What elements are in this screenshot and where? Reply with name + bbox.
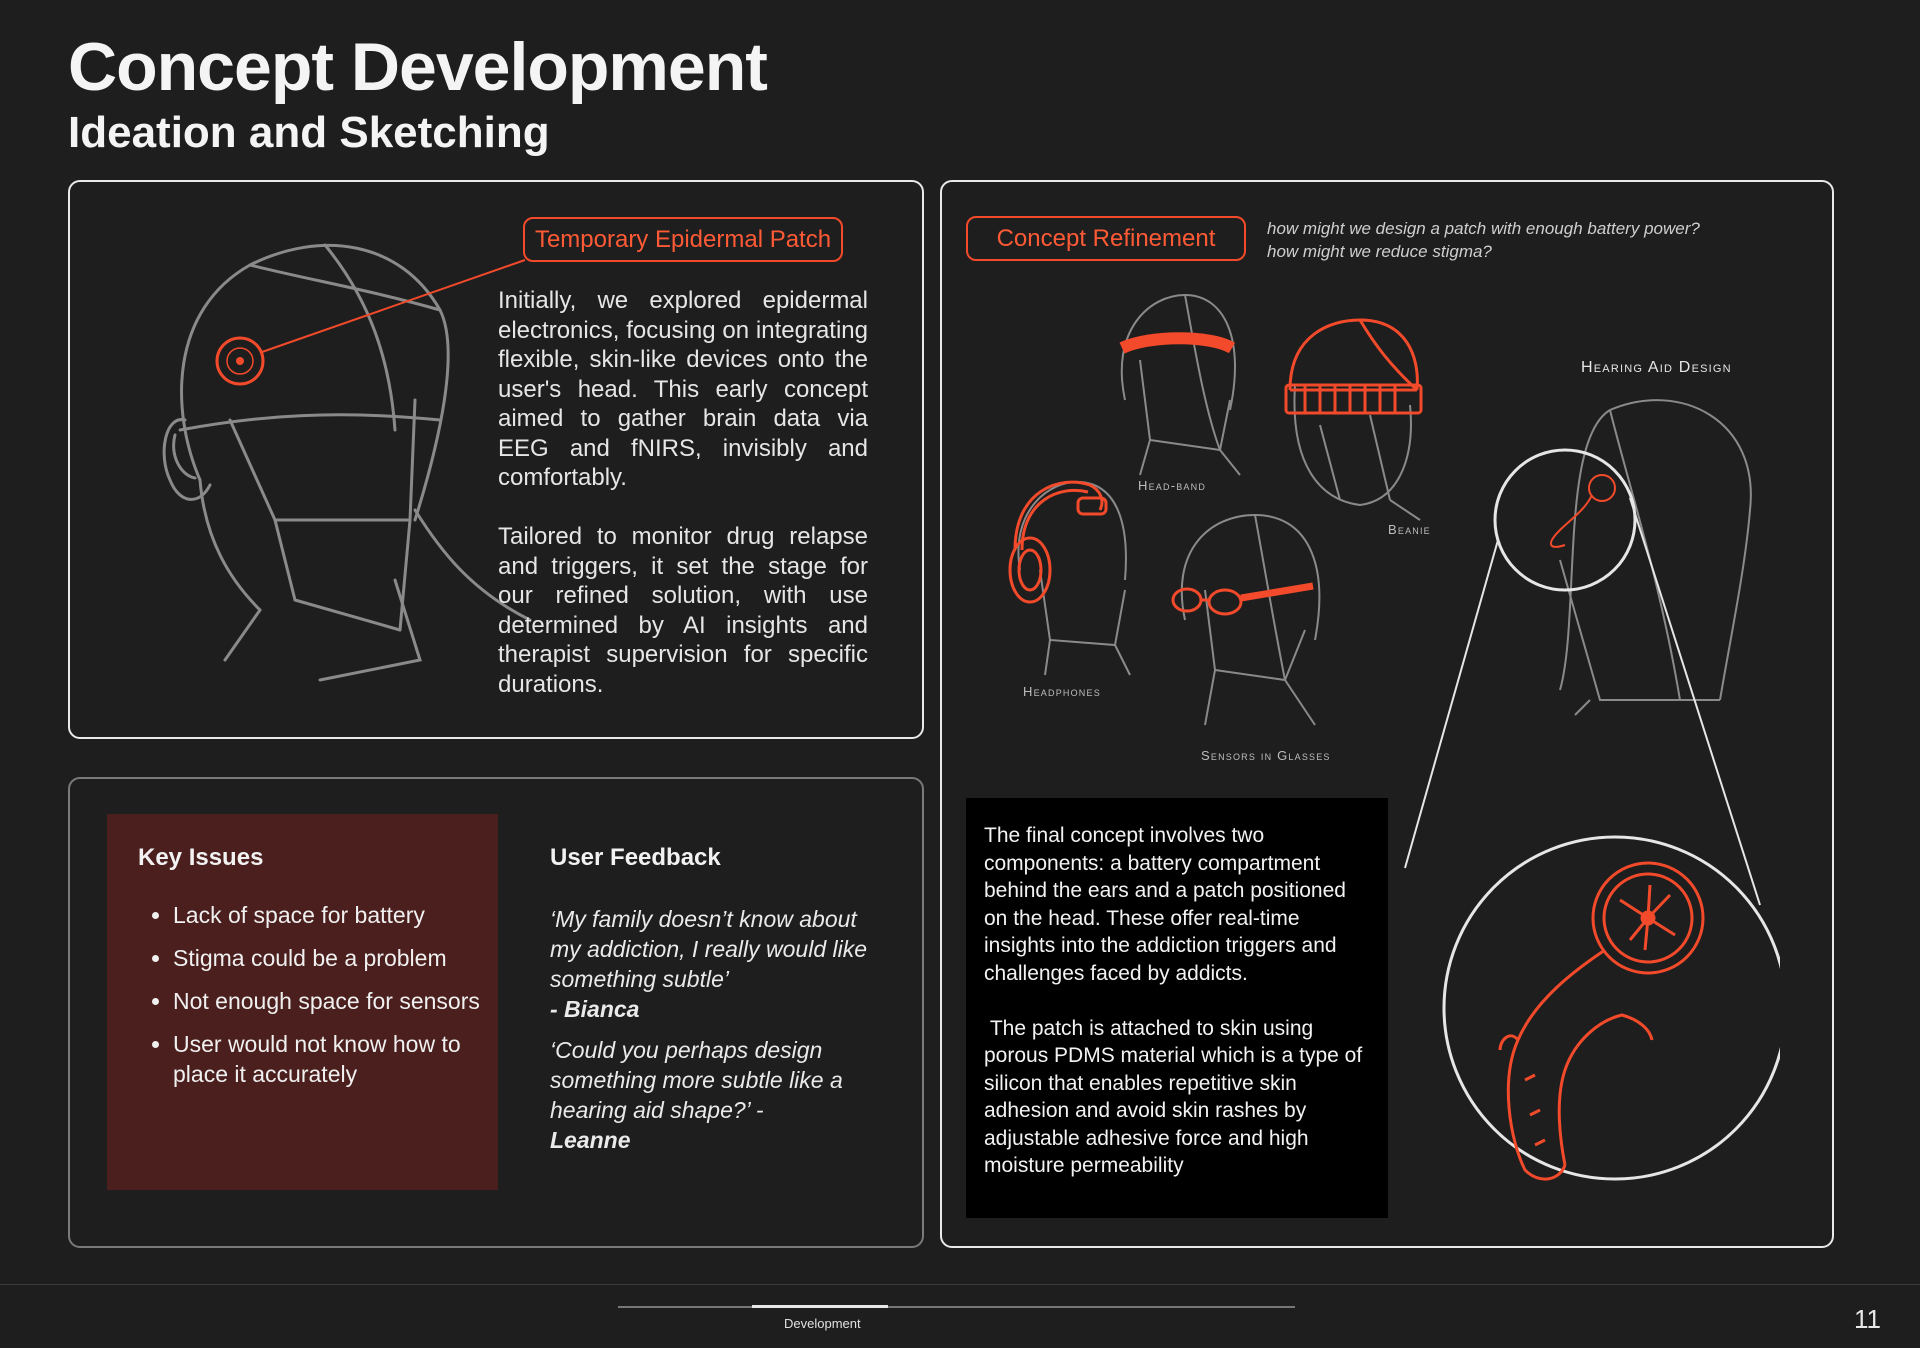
user-feedback-title: User Feedback (550, 844, 721, 871)
quote-leanne-author: Leanne (550, 1127, 631, 1153)
issue-item: • User would not know how to place it accurately (173, 1029, 503, 1089)
glasses-sketch (1165, 510, 1335, 735)
design-questions (1267, 217, 1787, 263)
key-issues-list (147, 900, 503, 1102)
epidermal-description (498, 286, 868, 729)
headband-sketch (1110, 290, 1250, 480)
issue-item: • Stigma could be a problem (173, 943, 503, 973)
footer-divider (0, 1284, 1920, 1285)
quote-leanne-text: ‘Could you perhaps design something more subtle like a hearing aid shape?’ - (550, 1037, 843, 1123)
label-beanie: Beanie (1388, 522, 1431, 537)
hearing-aid-sketch (1360, 380, 1780, 1230)
page-title: Concept Development (68, 29, 767, 105)
head-sketch-patch (140, 220, 560, 690)
footer-section-label: Development (784, 1316, 861, 1331)
quote-bianca-text: ‘My family doesn’t know about my addiction, I really would like something subtle’ (550, 906, 868, 992)
section-progress-indicator (752, 1305, 888, 1308)
quote-bianca (550, 904, 870, 1024)
question-battery: how might we design a patch with enough battery power? (1267, 219, 1700, 238)
page-subtitle: Ideation and Sketching (68, 108, 550, 157)
epidermal-paragraph-2: Tailored to monitor drug relapse and triggers, it set the stage for our refined solution, with use determined by AI insights and therapist supervision for specific durations. (498, 523, 868, 698)
label-headphones: Headphones (1023, 684, 1101, 699)
final-concept-box (966, 798, 1388, 1218)
quote-leanne (550, 1035, 870, 1155)
label-headband: Head-band (1138, 478, 1207, 493)
final-paragraph-2: The patch is attached to skin using porous PDMS material which is a type of silicon that enables repetitive skin adhesion and avoid skin rashes by adjustable adhesive force and high moisture permeability (984, 1016, 1368, 1177)
issue-item: • Lack of space for battery (173, 900, 503, 930)
epidermal-paragraph-1: Initially, we explored epidermal electronics, focusing on integrating flexible, skin-like devices onto the user's head. This early concept aimed to gather brain data via EEG and fNIRS, invisibly and comfortably. (498, 287, 868, 491)
page-number: 11 (1854, 1304, 1881, 1334)
key-issues-title: Key Issues (138, 844, 264, 871)
concept-refinement-tag: Concept Refinement (966, 216, 1246, 261)
final-concept-text (984, 822, 1368, 1207)
quote-bianca-author: - Bianca (550, 996, 640, 1022)
label-hearing-aid: Hearing Aid Design (1581, 359, 1732, 376)
issue-item: • Not enough space for sensors (173, 986, 503, 1016)
section-progress-track (618, 1306, 1295, 1308)
headphones-sketch (1000, 470, 1140, 680)
label-glasses: Sensors in Glasses (1201, 748, 1331, 763)
key-issues-box (107, 814, 498, 1190)
question-stigma: how might we reduce stigma? (1267, 242, 1492, 261)
epidermal-patch-tag: Temporary Epidermal Patch (523, 217, 843, 262)
final-paragraph-1: The final concept involves two components: a battery compartment behind the ears and a patch positioned on the head. These offer real-time insights into the addiction triggers and challenges faced by addicts. (984, 824, 1346, 985)
